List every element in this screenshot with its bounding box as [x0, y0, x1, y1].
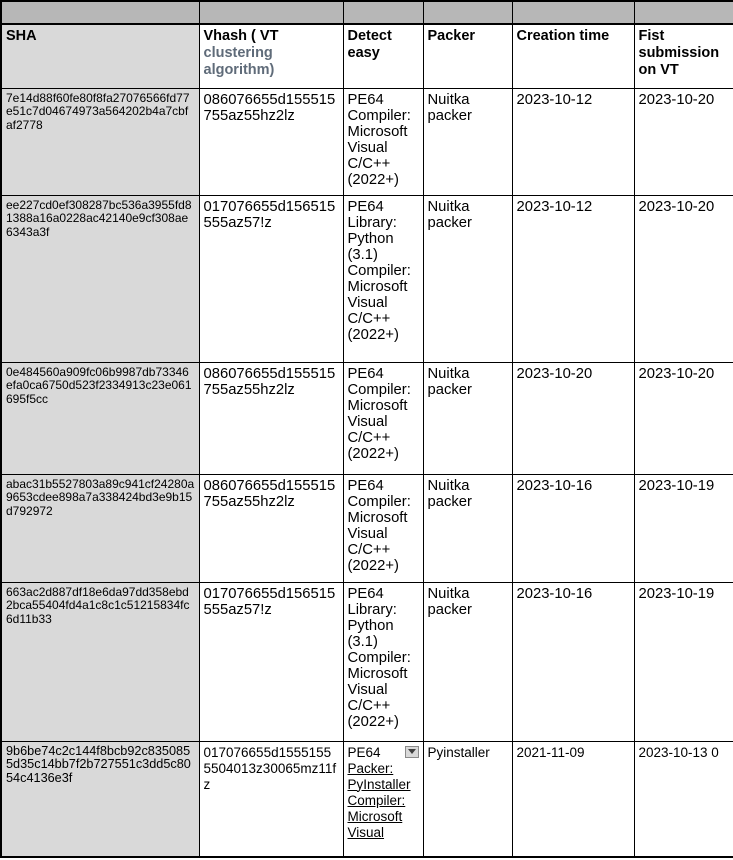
- packer-cell: Nuitka packer: [423, 362, 512, 474]
- sha-cell: ee227cd0ef308287bc536a3955fd81388a16a0228ac42140e9cf308ae6343a3f: [1, 195, 199, 362]
- band-cell: [634, 1, 733, 24]
- sha-cell: 9b6be74c2c144f8bcb92c8350855d35c14bb7f2b727551c3dd5c8054c4136e3f: [1, 741, 199, 857]
- creation-time-cell: 2023-10-12: [512, 195, 634, 362]
- sha-cell: abac31b5527803a89c941cf24280a9653cdee898a7a338424bd3e9b15d792972: [1, 474, 199, 582]
- band-cell: [199, 1, 343, 24]
- column-header-packer: Packer: [423, 24, 512, 88]
- detect-easy-cell: PE64 Compiler: Microsoft Visual C/C++ (2022+): [343, 88, 423, 195]
- vhash-header-main: Vhash ( VT: [203, 28, 279, 44]
- creation-time-cell: 2023-10-16: [512, 474, 634, 582]
- first-submission-cell: 2023-10-19: [634, 582, 733, 741]
- vhash-cell: 086076655d155515755az55hz2lz: [199, 362, 343, 474]
- column-header-sha: SHA: [1, 24, 199, 88]
- sha-cell: 663ac2d887df18e6da97dd358ebd2bca55404fd4a1c8c1c51215834fc6d11b33: [1, 582, 199, 741]
- band-cell: [1, 1, 199, 24]
- column-header-first-submission: Fist submission on VT: [634, 24, 733, 88]
- top-band-row: [1, 1, 733, 24]
- column-header-vhash: [199, 24, 343, 88]
- vhash-cell: 086076655d155515755az55hz2lz: [199, 88, 343, 195]
- detect-easy-cell: PE64 Compiler: Microsoft Visual C/C++ (2022+): [343, 474, 423, 582]
- creation-time-cell: 2023-10-12: [512, 88, 634, 195]
- vhash-header-sub: clustering algorithm): [203, 45, 275, 78]
- table-row: [1, 195, 733, 362]
- table-row: [1, 741, 733, 857]
- table-row: [1, 474, 733, 582]
- vhash-cell: 086076655d155515755az55hz2lz: [199, 474, 343, 582]
- first-submission-cell: 2023-10-19: [634, 474, 733, 582]
- detect-easy-cell: PE64 Library: Python (3.1) Compiler: Microsoft Visual C/C++ (2022+): [343, 195, 423, 362]
- packer-cell: Nuitka packer: [423, 195, 512, 362]
- creation-time-cell: 2023-10-16: [512, 582, 634, 741]
- detect-easy-cell: PE64 Library: Python (3.1) Compiler: Microsoft Visual C/C++ (2022+): [343, 582, 423, 741]
- sha-cell: 7e14d88f60fe80f8fa27076566fd77e51c7d04674973a564202b4a7cbfaf2778: [1, 88, 199, 195]
- table-row: [1, 88, 733, 195]
- first-submission-cell: 2023-10-20: [634, 362, 733, 474]
- header-row: [1, 24, 733, 88]
- sha-cell: 0e484560a909fc06b9987db73346efa0ca6750d523f2334913c23e061695f5cc: [1, 362, 199, 474]
- packer-cell: Nuitka packer: [423, 88, 512, 195]
- column-header-creation-time: Creation time: [512, 24, 634, 88]
- packer-cell: Nuitka packer: [423, 474, 512, 582]
- packer-cell: Nuitka packer: [423, 582, 512, 741]
- dropdown-arrow-icon: [408, 749, 416, 754]
- first-submission-cell: 2023-10-20: [634, 195, 733, 362]
- creation-time-cell: 2021-11-09: [512, 741, 634, 857]
- column-header-detect-easy: Detect easy: [343, 24, 423, 88]
- creation-time-cell: 2023-10-20: [512, 362, 634, 474]
- band-cell: [512, 1, 634, 24]
- table-row: [1, 362, 733, 474]
- band-cell: [423, 1, 512, 24]
- detect-easy-cell: PE64 Compiler: Microsoft Visual C/C++ (2022+): [343, 362, 423, 474]
- first-submission-cell: 2023-10-20: [634, 88, 733, 195]
- first-submission-cell: 2023-10-13 0: [634, 741, 733, 857]
- detect-dropdown-button[interactable]: [405, 746, 419, 758]
- detect-format-label: PE64: [347, 744, 381, 760]
- detect-links[interactable]: Packer: PyInstaller Compiler: Microsoft Visual: [347, 760, 411, 840]
- band-cell: [343, 1, 423, 24]
- vhash-cell: 017076655d15551555504013z30065mz11fz: [199, 741, 343, 857]
- vhash-cell: 017076655d156515555az57!z: [199, 582, 343, 741]
- packer-cell: Pyinstaller: [423, 741, 512, 857]
- table-row: [1, 582, 733, 741]
- vhash-cell: 017076655d156515555az57!z: [199, 195, 343, 362]
- detect-easy-cell: [343, 741, 423, 857]
